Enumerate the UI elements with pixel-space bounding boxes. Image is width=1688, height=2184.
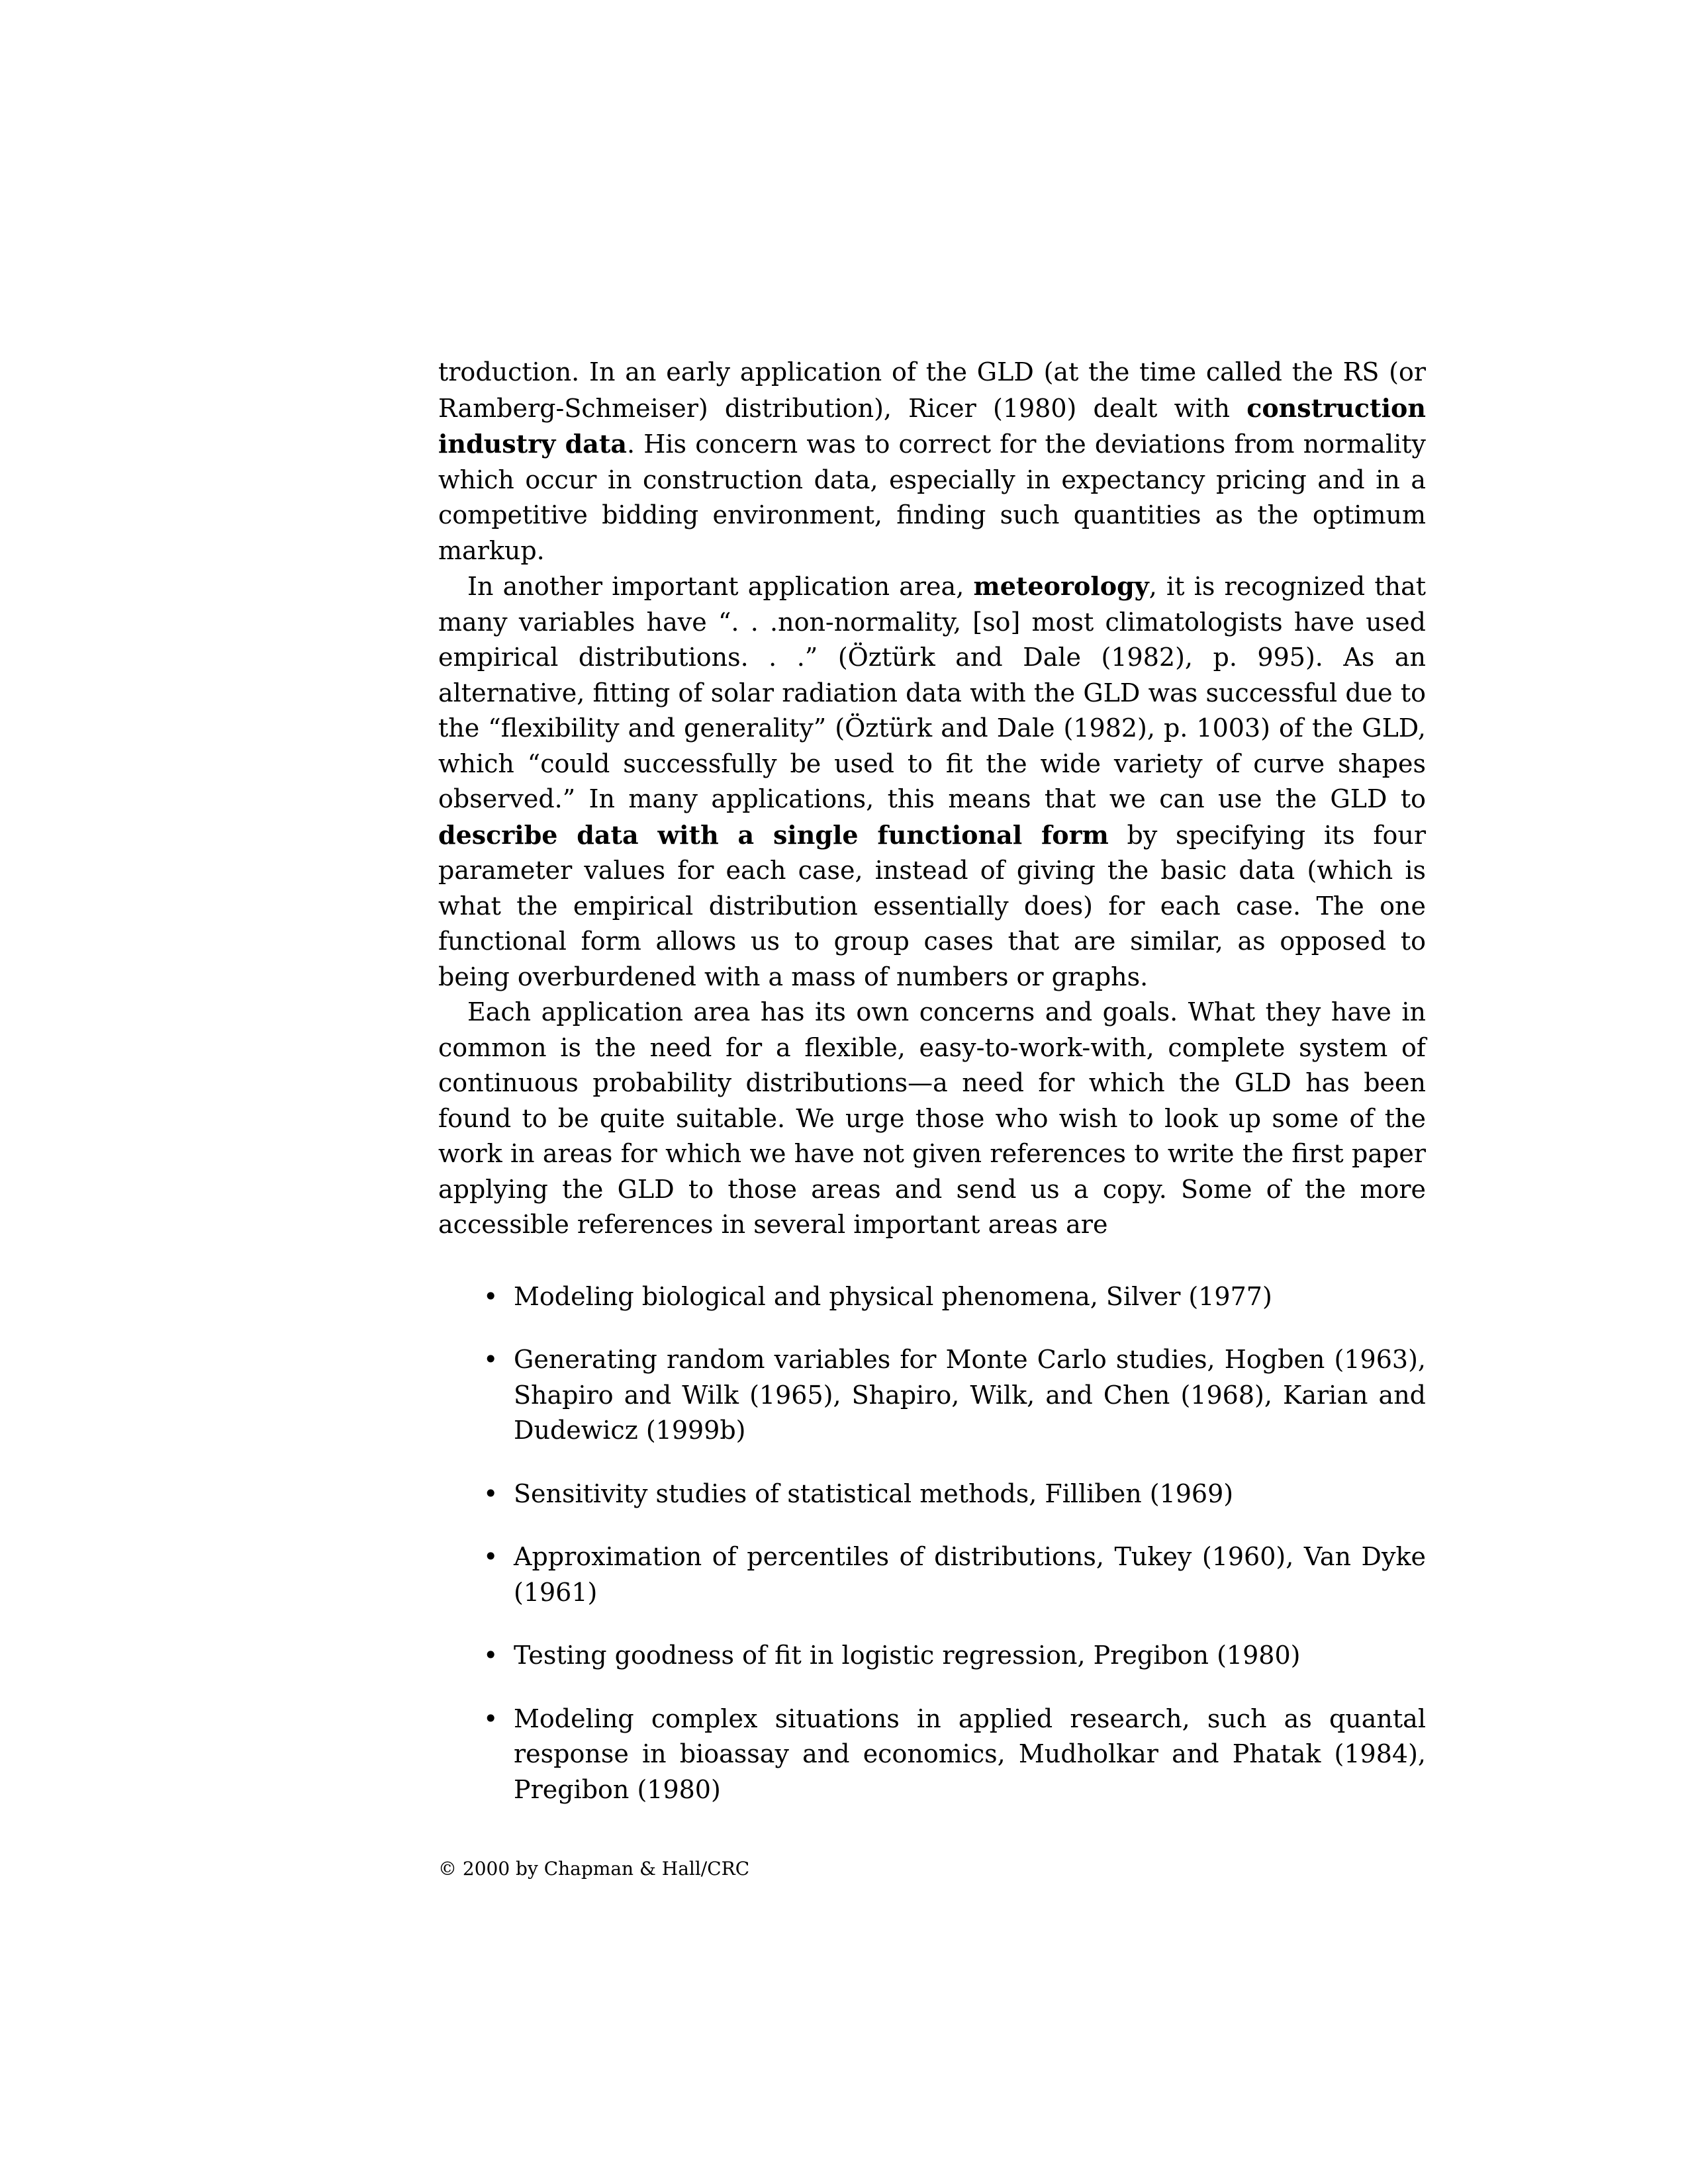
bullet-icon: •	[483, 1704, 498, 1733]
bold-term: describe data with a single functional form	[438, 819, 1109, 850]
text-run: In another important application area,	[467, 572, 974, 601]
body-text	[438, 355, 1426, 1835]
text-run: Each application area has its own concerns and goals. What they have in common is the need for a flexible, easy-to-work-with, complete system of continuous probability distributions—a need for which the GLD has been found to be quite suitable. We urge those who wish to look up some of the work in areas for which we have not given references to write the first paper applying the GLD to those areas and send us a copy. Some of the more accessible references in several important areas are	[438, 997, 1426, 1239]
text-run: . His concern was to correct for the deviations from normality which occur in construction data, especially in expectancy pricing and in a competitive bidding environment, finding such quantities as the optimum markup.	[438, 430, 1427, 565]
reference-text: Sensitivity studies of statistical methods, Filliben (1969)	[514, 1479, 1234, 1508]
bullet-icon: •	[483, 1641, 498, 1670]
reference-list	[438, 1279, 1426, 1808]
bold-term: construction industry data	[438, 392, 1426, 459]
bold-term: meteorology	[973, 571, 1149, 601]
reference-text: Generating random variables for Monte Carlo studies, Hogben (1963), Shapiro and Wilk (1965), Shapiro, Wilk, and Chen (1968), Karian and Dudewicz (1999b)	[514, 1345, 1426, 1445]
bullet-icon: •	[483, 1542, 498, 1571]
bullet-icon: •	[483, 1281, 498, 1311]
reference-item	[438, 1342, 1426, 1449]
bullet-icon: •	[483, 1479, 498, 1508]
reference-item	[438, 1279, 1426, 1315]
reference-item	[438, 1539, 1426, 1610]
text-run: by specifying its four parameter values for each case, instead of giving the basic data (which is what the empirical distribution essentially does) for each case. The one functional form allows us to group cases that are similar, as opposed to being overburdened with a mass of numbers or graphs.	[438, 820, 1426, 991]
reference-text: Approximation of percentiles of distributions, Tukey (1960), Van Dyke (1961)	[514, 1542, 1426, 1607]
paragraphs	[438, 355, 1426, 1243]
bullet-icon: •	[483, 1345, 498, 1374]
paragraph	[438, 355, 1426, 569]
reference-item	[438, 1638, 1426, 1674]
copyright-footer: © 2000 by Chapman & Hall/CRC	[438, 1858, 750, 1880]
text-run: , it is recognized that many variables have “. . .non-normality, [so] most climatologists have used empirical distributions. . .” (Öztürk and Dale (1982), p. 995). As an alternative, fitting of solar radiation data with the GLD was successful due to the “flexibility and generality” (Öztürk and Dale (1982), p. 1003) of the GLD, which “could successfully be used to fit the wide variety of curve shapes observed.” In many applications, this means that we can use the GLD to	[438, 572, 1426, 813]
reference-item	[438, 1477, 1426, 1512]
reference-text: Testing goodness of fit in logistic regression, Pregibon (1980)	[514, 1641, 1301, 1670]
reference-text: Modeling complex situations in applied research, such as quantal response in bioassay and economics, Mudholkar and Phatak (1984), Pregibon (1980)	[514, 1704, 1426, 1804]
reference-text: Modeling biological and physical phenomena, Silver (1977)	[514, 1281, 1272, 1311]
text-run: troduction. In an early application of the GLD (at the time called the RS (or Ramberg-Schmeiser) distribution), Ricer (1980) dealt with	[438, 357, 1426, 423]
paragraph	[438, 995, 1426, 1243]
reference-item	[438, 1702, 1426, 1808]
paragraph	[438, 569, 1426, 995]
